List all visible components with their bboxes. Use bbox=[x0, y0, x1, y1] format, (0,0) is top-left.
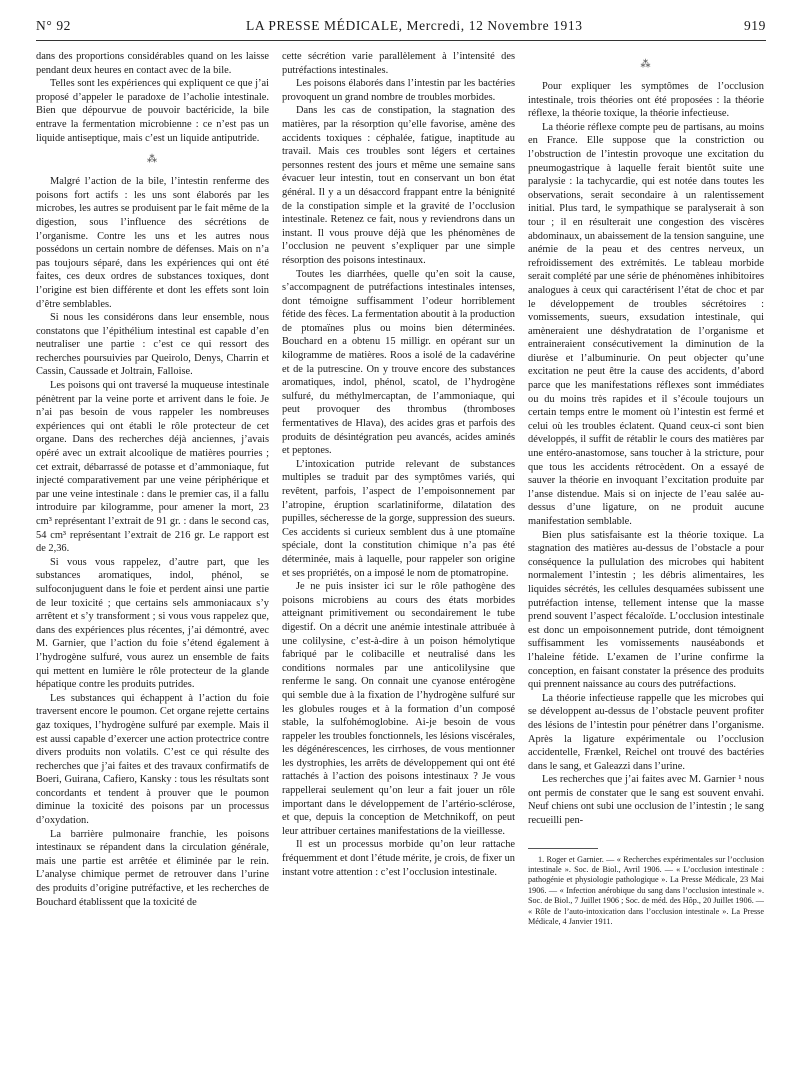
paragraph: Pour expliquer les symptômes de l’occlusion intestinale, trois théories ont été proposées : la théorie réflexe, la théorie toxique, la théorie infectieuse. bbox=[528, 81, 764, 120]
paragraph: Les recherches que j’ai faites avec M. Garnier ¹ nous ont permis de constater que le sang est souvent envahi. Neuf chiens ont subi une occlusion de l’intestin ; le sang recueilli pen- bbox=[528, 774, 764, 827]
page-number: 919 bbox=[743, 18, 766, 33]
paragraph: Les poisons élaborés dans l’intestin par les bactéries provoquent un grand nombre de troubles morbides. bbox=[282, 78, 515, 103]
paragraph: Malgré l’action de la bile, l’intestin renferme des poisons fort actifs : les uns sont élaborés par les microbes, les autres se produisent par le fait même de la digestion, sous l’influence des sécrétions de l’organisme. Contre les uns et les autres nous possédons un certain nombre de défenses. Mais on n’a pas toujours séparé, dans les expériences qui ont été faites, ces deux ordres de substances toxiques, dont l’origine est bien différente et dont les effets sont loin d’être semblables. bbox=[36, 176, 269, 310]
paragraph: Toutes les diarrhées, quelle qu’en soit la cause, s’accompagnent de putréfactions intestinales intenses, dont témoigne suffisamment l’odeur horriblement fétide des fèces. La fermentation aboutit à la production de ptomaïnes plus ou moins bien déterminées. Bouchard en a obtenu 15 milligr. en opérant sur un kilogramme de matières. Roos a isolé de la cadavérine et de la putrescine. On y trouve encore des substances aromatiques, indol, phénol, scatol, de l’hydrogène sulfuré, du méthylmercaptan, de l’ammoniaque, qui peut provoquer des thrombus (thromboses fermentatives de Hlava), des acides gras et parfois des produits de désintégration peu avancés, acides aminés et peptones. bbox=[282, 268, 515, 457]
paragraph: La théorie réflexe compte peu de partisans, au moins en France. Elle suppose que la constriction ou l’obstruction de l’intestin provoque une excitation du pneumogastrique à laquelle ferait bientôt suite une paralysie : la tachycardie, qui est notée dans toutes les observations, serait secondaire à un ralentissement initial. Plus tard, le sympathique se paralyserait à son tour ; il en résulterait une congestion des viscères abdominaux, un abaissement de la tension sanguine, une anémie de la peau et des centres nerveux, un refroidissement des extrémités. Le tableau morbide serait complété par une série de phénomènes inhibitoires analogues à ceux qui caractérisent l’état de choc et par le développement de troubles sécrétoires : vomissements, sueurs, exsudation intestinale, qui amèneraient une déshydratation de l’organisme et entraineraient consécutivement la diminution de la diurèse et l’albuminurie. On peut objecter qu’une excitation ne peut être la cause des accidents, d’abord parce que les manifestations réflexes sont immédiates ou du moins très rapides et il s’écoule toujours un certain temps entre le moment où l’intestin est fermé et celui où les troubles éclatent. Quand ceux-ci sont bien développés, il suffit de rétablir le cours des matières par une entéro-anastomose, sans toucher à la stricture, pour que tous les accidents rétrocèdent. On a essayé de sauver la théorie en invoquant l’excitation produite par l’anse distendue. Mais si on injecte de l’eau salée au-dessus d’une ligature, on ne produit aucune manifestation semblable. bbox=[528, 121, 764, 527]
header-rule bbox=[36, 40, 766, 41]
footnote-rule bbox=[528, 848, 598, 849]
paragraph: La barrière pulmonaire franchie, les poisons intestinaux se répandent dans la circulation générale, mais une partie est arrêtée et éliminée par le rein. L’analyse chimique permet de retrouver dans l’urine des produits d’origine putréfactive, et les recherches de Bouchard établissent que la toxicité de bbox=[36, 828, 269, 908]
paragraph: Les substances qui échappent à l’action du foie traversent encore le poumon. Cet organe rejette certains gaz toxiques, l’hydrogène sulfuré par exemple. Mais il est aussi capable d’exercer une action protectrice contre divers produits non volatils. C’est ce qui résulte des recherches que j’ai faites et des travaux confirmatifs de Boeri, Guirana, Cafiero, Kansky : tous les résultats sont concordants et tendent à prouver que le poumon diminue la toxicité des poisons par un processus d’oxydation. bbox=[36, 692, 269, 827]
footnotes bbox=[528, 855, 764, 928]
paragraph: Il est un processus morbide qu’on leur rattache fréquemment et dont l’étude mérite, je crois, de fixer un instant votre attention : c’est l’occlusion intestinale. bbox=[282, 839, 515, 878]
paragraph: Si vous vous rappelez, d’autre part, que les substances aromatiques, indol, phénol, se sulfoconjuguent dans le foie et perdent ainsi une partie de leur toxicité ; que certains sels ammoniacaux s’y arrêtent et s’y transforment ; si vous vous rappelez que, dans des expériences plus récentes, j’ai démontré, avec M. Garnier, que l’action du foie s’étend également à l’hydrogène sulfuré, vous aurez un ensemble de faits qui mettent en lumière le rôle protecteur de la glande hépatique contre les produits putrides. bbox=[36, 556, 269, 691]
paragraph: Dans les cas de constipation, la stagnation des matières, par la résorption qu’elle favorise, amène des accidents toxiques : céphalée, fatigue, inaptitude au travail. Mais ces troubles sont légers et certaines personnes restent des jours et même une semaine sans évacuer leur intestin, tout en conservant un bon état général. Il y a un désaccord frappant entre la bénignité de la constipation simple et la gravité de l’occlusion intestinale. Retenez ce fait, nous y reviendrons dans un instant. Il vous prouve déjà que les phénomènes de l’occlusion ne peuvent s’expliquer par une simple résorption des poisons intestinaux. bbox=[282, 105, 515, 266]
issue-number: N° 92 bbox=[36, 18, 72, 33]
section-divider-asterism: ⁂ bbox=[640, 59, 652, 70]
column-3 bbox=[528, 50, 764, 928]
paragraph: Bien plus satisfaisante est la théorie toxique. La stagnation des matières au-dessus de l’obstacle a pour conséquence la pullulation des microbes qui habitent normalement l’intestin ; les débris alimentaires, les liquides sécrétés, les cellules desquamées subissent une putréfaction intense, tellement intense que la masse prend souvent l’aspect fécaloïde. L’occlusion intestinale est donc un empoisonnement putride, dont témoignent suffisamment les vomissements nauséabonds et l’haleine fétide. L’examen de l’urine confirme la conception, en faisant constater la présence des produits qui prennent naissance au cours des putréfactions. bbox=[528, 529, 764, 691]
column-2 bbox=[282, 50, 515, 879]
paragraph: La théorie infectieuse rappelle que les microbes qui se développent au-dessus de l’obstacle peuvent profiter des lésions de l’intestin pour pénétrer dans l’organisme. Après la ligature expérimentale ou l’occlusion accidentelle, Frænkel, Reichel ont trouvé des bactéries dans le sang, et Galeazzi dans l’urine. bbox=[528, 692, 764, 772]
paragraph: dans des proportions considérables quand on les laisse pendant deux heures en contact avec de la bile. bbox=[36, 51, 269, 76]
paragraph: cette sécrétion varie parallèlement à l’intensité des putréfactions intestinales. bbox=[282, 51, 515, 76]
paragraph: Si nous les considérons dans leur ensemble, nous constatons que l’épithélium intestinal est capable d’en neutraliser une partie : c’est ce qui ressort des recherches poursuivies par Queirolo, Denys, Charrin et Cassin, Caussade et Joltrain, Falloise. bbox=[36, 312, 269, 378]
paragraph: Les poisons qui ont traversé la muqueuse intestinale pénètrent par la veine porte et arrivent dans le foie. Je n’ai pas besoin de vous rappeler les nombreuses expériences qui ont établi le rôle protecteur de cet organe. Dans des recherches déjà anciennes, j’avais opéré avec un extrait alcoolique de matières pourries ; cet extrait, débarrassé de potasse et d’ammoniaque, fut injecté comparativement par une veine périphérique et par une veine intestinale : dans le premier cas, il a fallu introduire par kilogramme, pour amener la mort, 23 cm³ représentant l’extrait de 91 gr. : dans le second cas, 54 cm³ représentant l’extrait de 216 gr. Le rapport est de 2,36. bbox=[36, 380, 269, 555]
footnote: 1. Roger et Garnier. — « Recherches expérimentales sur l’occlusion intestinale ». Soc. de Biol., Avril 1906. — « L’occlusion intestinale : pathogénie et physiologie pathologique ». La Presse Médicale, 23 Mai 1906. — « Infection anérobique du sang dans l’occlusion intestinale ». Soc. de Biol., 7 Juillet 1906 ; Soc. de méd. des Hôp., 20 Juillet 1906. — « Rôle de l’auto-intoxication dans l’occlusion intestinale ». La Presse Médicale, 4 Janvier 1911. bbox=[528, 854, 764, 927]
paragraph: Telles sont les expériences qui expliquent ce que j’ai proposé d’appeler le paradoxe de l’acholie intestinale. Bien que dépourvue de pouvoir bactéricide, la bile entrave la fermentation microbienne : ce n’est pas un liquide antiseptique, mais c’est un liquide antiputride. bbox=[36, 78, 269, 144]
paragraph: L’intoxication putride relevant de substances multiples se traduit par des symptômes variés, qui revêtent, parfois, l’aspect de l’empoisonnement par l’atropine, éruption scarlatiniforme, dilatation des pupilles, sécheresse de la gorge, suppression des sueurs. Ces accidents si curieux semblent dus à une ptomaïne spéciale, dont la constitution chimique n’a pas été déterminée, mais à laquelle, pour rappeler son origine et ses propriétés, on a imposé le nom de ptomatropine. bbox=[282, 458, 515, 579]
column-1 bbox=[36, 50, 269, 909]
section-divider-asterism: ⁂ bbox=[147, 154, 158, 166]
journal-title: LA PRESSE MÉDICALE, Mercredi, 12 Novembre 1913 bbox=[246, 18, 583, 33]
paragraph: Je ne puis insister ici sur le rôle pathogène des poisons microbiens au cours des états morbides atteignant primitivement ou secondairement le tube digestif. On a décrit une anémie intestinale attribuée à une colilysine, c’est-à-dire à un poison hémolytique fabriqué par le colibacille et neutralisé dans les conditions normales par une anticolilysine que renferme le sang. On connait une cyanose entérogène qui semble due à la fixation de l’hydrogène sulfuré sur les globules rouges et à la formation d’un composé stable, la sulfohémoglobine. Ai-je besoin de vous rappeler les troubles fonctionnels, les lésions viscérales, les dégénérescences, les cirrhoses, de vous mentionner les dystrophies, les arrêts de développement qui ont été rattachés à l’action des poisons intestinaux ? Je vous rappellerai seulement qu’on leur a fait jouer un rôle important dans le développement de l’artério-sclérose, et que, depuis la conception de Metchnikoff, on peut leur attribuer certaines manifestations de la vieillesse. bbox=[282, 581, 515, 837]
page-header bbox=[36, 18, 766, 40]
